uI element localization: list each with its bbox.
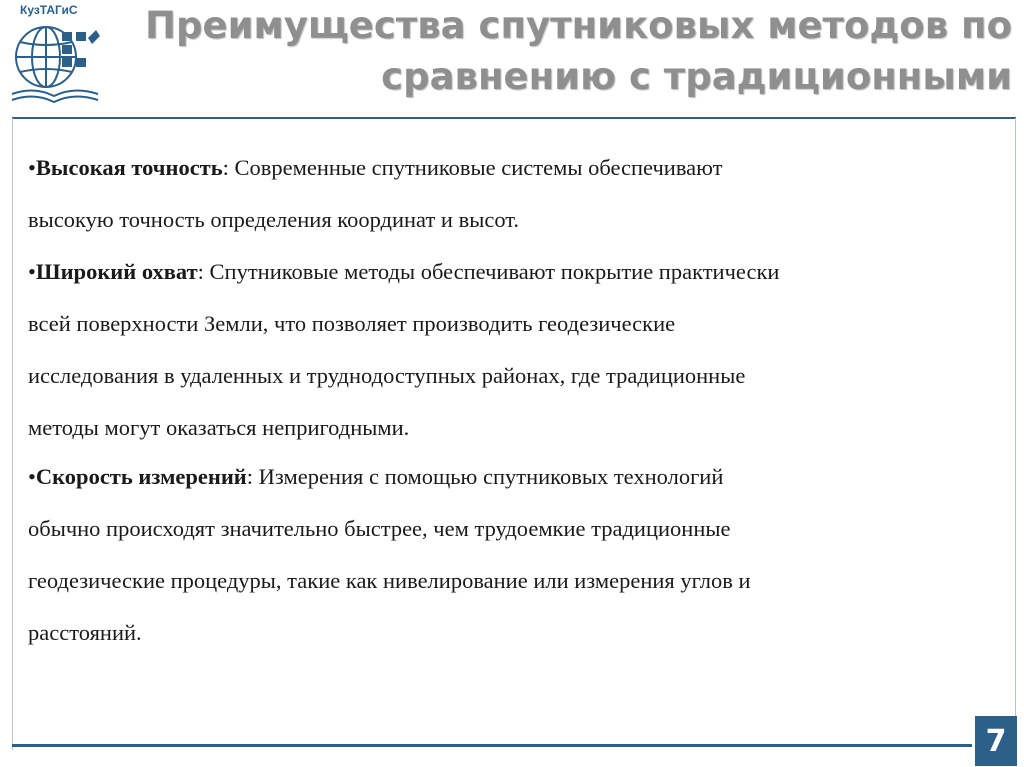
bullet-term: Широкий охват bbox=[35, 259, 198, 284]
bullet-1-line-1 bbox=[28, 153, 723, 183]
bullet-marker: • bbox=[28, 464, 36, 489]
page-number-badge: 7 bbox=[975, 716, 1017, 766]
title-line-1: Преимущества спутниковых методов по bbox=[145, 4, 1012, 47]
bullet-2-line-3: исследования в удаленных и труднодоступных районах, где традиционные bbox=[28, 363, 746, 388]
bullet-text: : Спутниковые методы обеспечивают покрытие практически bbox=[197, 259, 780, 284]
bullet-3-line-4: расстояний. bbox=[28, 620, 142, 645]
footer-divider bbox=[12, 744, 972, 747]
bullet-3-line-1 bbox=[28, 462, 723, 492]
content-border-right bbox=[1015, 118, 1016, 718]
bullet-text: : Современные спутниковые системы обеспечивают bbox=[222, 155, 723, 180]
globe-book-logo-icon bbox=[12, 27, 100, 102]
slide-title bbox=[112, 0, 1012, 102]
bullet-3-line-3: геодезические процедуры, такие как нивелирование или измерения углов и bbox=[28, 568, 751, 593]
logo-text: КузТАГиС bbox=[20, 3, 78, 17]
bullet-term: Скорость измерений bbox=[35, 464, 247, 489]
bullet-text: : Измерения с помощью спутниковых технологий bbox=[246, 464, 724, 489]
bullet-2-line-1 bbox=[28, 257, 779, 287]
bullet-2-line-4: методы могут оказаться непригодными. bbox=[28, 415, 410, 440]
header-divider bbox=[12, 117, 1016, 119]
bullet-2-line-2: всей поверхности Земли, что позволяет производить геодезические bbox=[28, 311, 676, 336]
title-line-2: сравнению с традиционными bbox=[381, 55, 1012, 98]
bullet-marker: • bbox=[28, 259, 36, 284]
bullet-marker: • bbox=[28, 155, 36, 180]
bullet-1-line-2: высокую точность определения координат и высот. bbox=[28, 207, 520, 232]
bullet-term: Высокая точность bbox=[35, 155, 223, 180]
bullet-3-line-2: обычно происходят значительно быстрее, чем трудоемкие традиционные bbox=[28, 516, 731, 541]
content-border-left bbox=[12, 118, 13, 750]
kuztagis-logo bbox=[6, 2, 104, 108]
